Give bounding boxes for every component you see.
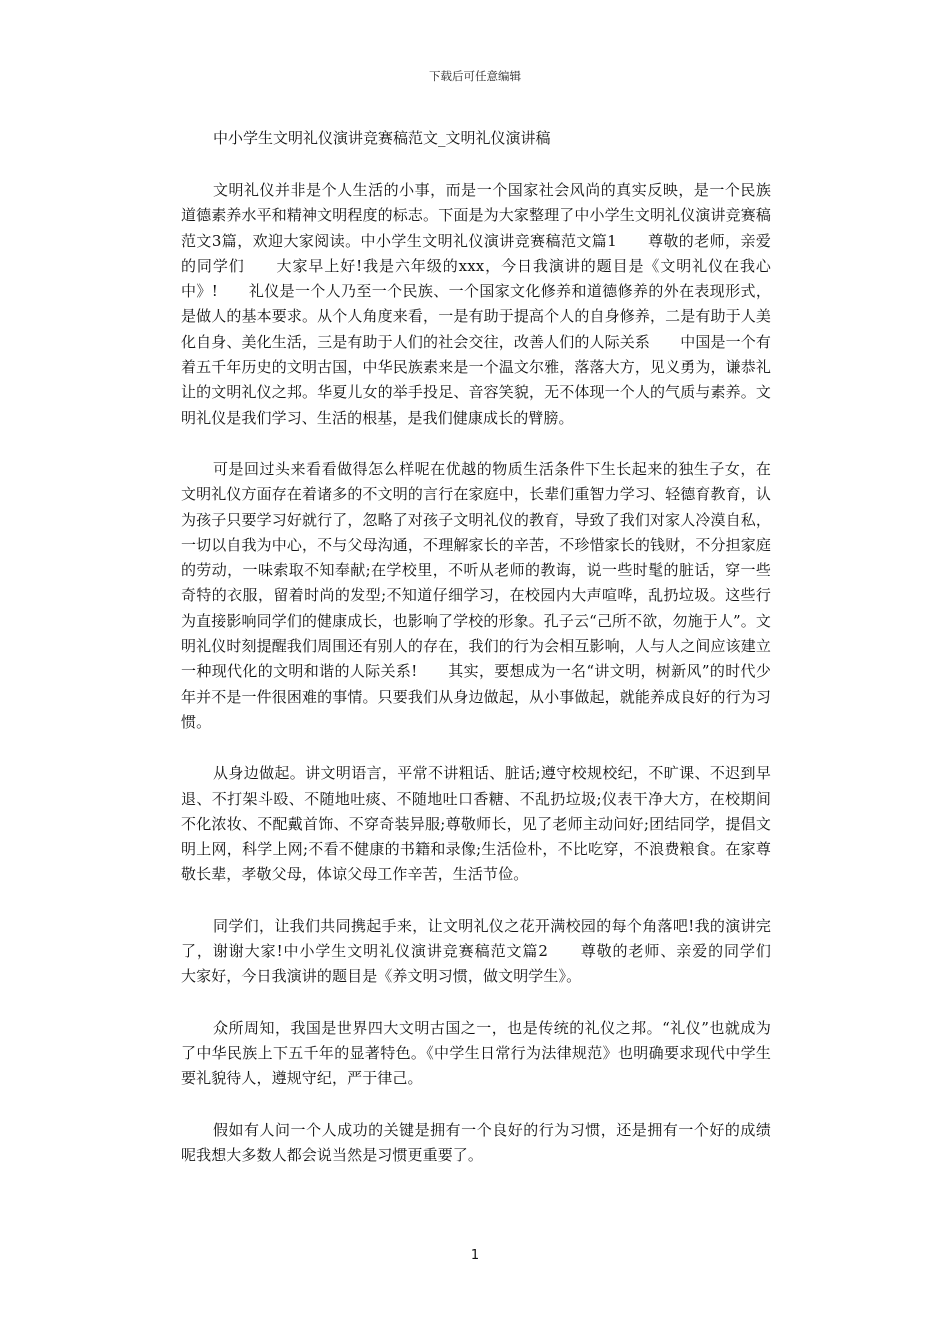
paragraph: 假如有人问一个人成功的关键是拥有一个良好的行为习惯，还是拥有一个好的成绩呢我想大多数人都会说当然是习惯更重要了。 [181,1120,771,1164]
document-body [181,126,802,1194]
paragraph: 从身边做起。讲文明语言，平常不讲粗话、脏话;遵守校规校纪，不旷课、不迟到早退、不打架斗殴、不随地吐痰、不随地吐口香糖、不乱扔垃圾;仪表干净大方，在校期间不化浓妆、不配戴首饰、不穿奇装异服;尊敬师长，见了老师主动问好;团结同学，提倡文明上网，科学上网;不看不健康的书籍和录像;生活俭朴，不比吃穿，不浪费粮食。在家尊敬长辈，孝敬父母，体谅父母工作辛苦，生活节俭。 [181,764,771,884]
page-number: 1 [470,1248,480,1263]
document-title: 中小学生文明礼仪演讲竞赛稿范文_文明礼仪演讲稿 [213,129,551,147]
header-note: 下载后可任意编辑 [429,69,521,83]
paragraph: 同学们，让我们共同携起手来，让文明礼仪之花开满校园的每个角落吧!我的演讲完了，谢谢大家!中小学生文明礼仪演讲竞赛稿范文篇2 尊敬的老师、亲爱的同学们 大家好，今日我演讲的题目是《养文明习惯，做文明学生》。 [181,916,802,986]
paragraph: 可是回过头来看看做得怎么样呢在优越的物质生活条件下生长起来的独生子女，在文明礼仪方面存在着诸多的不文明的言行在家庭中，长辈们重智力学习、轻德育教育，认为孩子只要学习好就行了，忽略了对孩子文明礼仪的教育，导致了我们对家人冷漠自私，一切以自我为中心，不与父母沟通，不理解家长的辛苦，不珍惜家长的钱财，不分担家庭的劳动，一味索取不知奉献;在学校里，不听从老师的教诲，说一些时髦的脏话，穿一些奇特的衣服，留着时尚的发型;不知道仔细学习，在校园内大声喧哗，乱扔垃圾。这些行为直接影响同学们的健康成长，也影响了学校的形象。孔子云“己所不欲，勿施于人”。文明礼仪时刻提醒我们周围还有别人的存在，我们的行为会相互影响，人与人之间应该建立一种现代化的文明和谐的人际关系! 其实，要想成为一名“讲文明，树新风”的时代少年并不是一件很困难的事情。只要我们从身边做起，从小事做起，就能养成良好的行为习惯。 [181,459,771,731]
paragraph: 文明礼仪并非是个人生活的小事，而是一个国家社会风尚的真实反映，是一个民族道德素养水平和精神文明程度的标志。下面是为大家整理了中小学生文明礼仪演讲竞赛稿范文3篇，欢迎大家阅读。中小学生文明礼仪演讲竞赛稿范文篇1 尊敬的老师，亲爱的同学们 大家早上好!我是六年级的xxx，今日我演讲的题目是《文明礼仪在我心中》! 礼仪是一个人乃至一个民族、一个国家文化修养和道德修养的外在表现形式，是做人的基本要求。从个人角度来看，一是有助于提高个人的自身修养，二是有助于人美化自身、美化生活，三是有助于人们的社会交往，改善人们的人际关系 中国是一个有着五千年历史的文明古国，中华民族素来是一个温文尔雅，落落大方，见义勇为，谦恭礼让的文明礼仪之邦。华夏儿女的举手投足、音容笑貌，无不体现一个人的气质与素养。文明礼仪是我们学习、生活的根基，是我们健康成长的臂膀。 [181,181,771,427]
paragraph: 众所周知，我国是世界四大文明古国之一，也是传统的礼仪之邦。“礼仪”也就成为了中华民族上下五千年的显著特色。《中学生日常行为法律规范》也明确要求现代中学生要礼貌待人，遵规守纪，严于律己。 [181,1018,771,1088]
